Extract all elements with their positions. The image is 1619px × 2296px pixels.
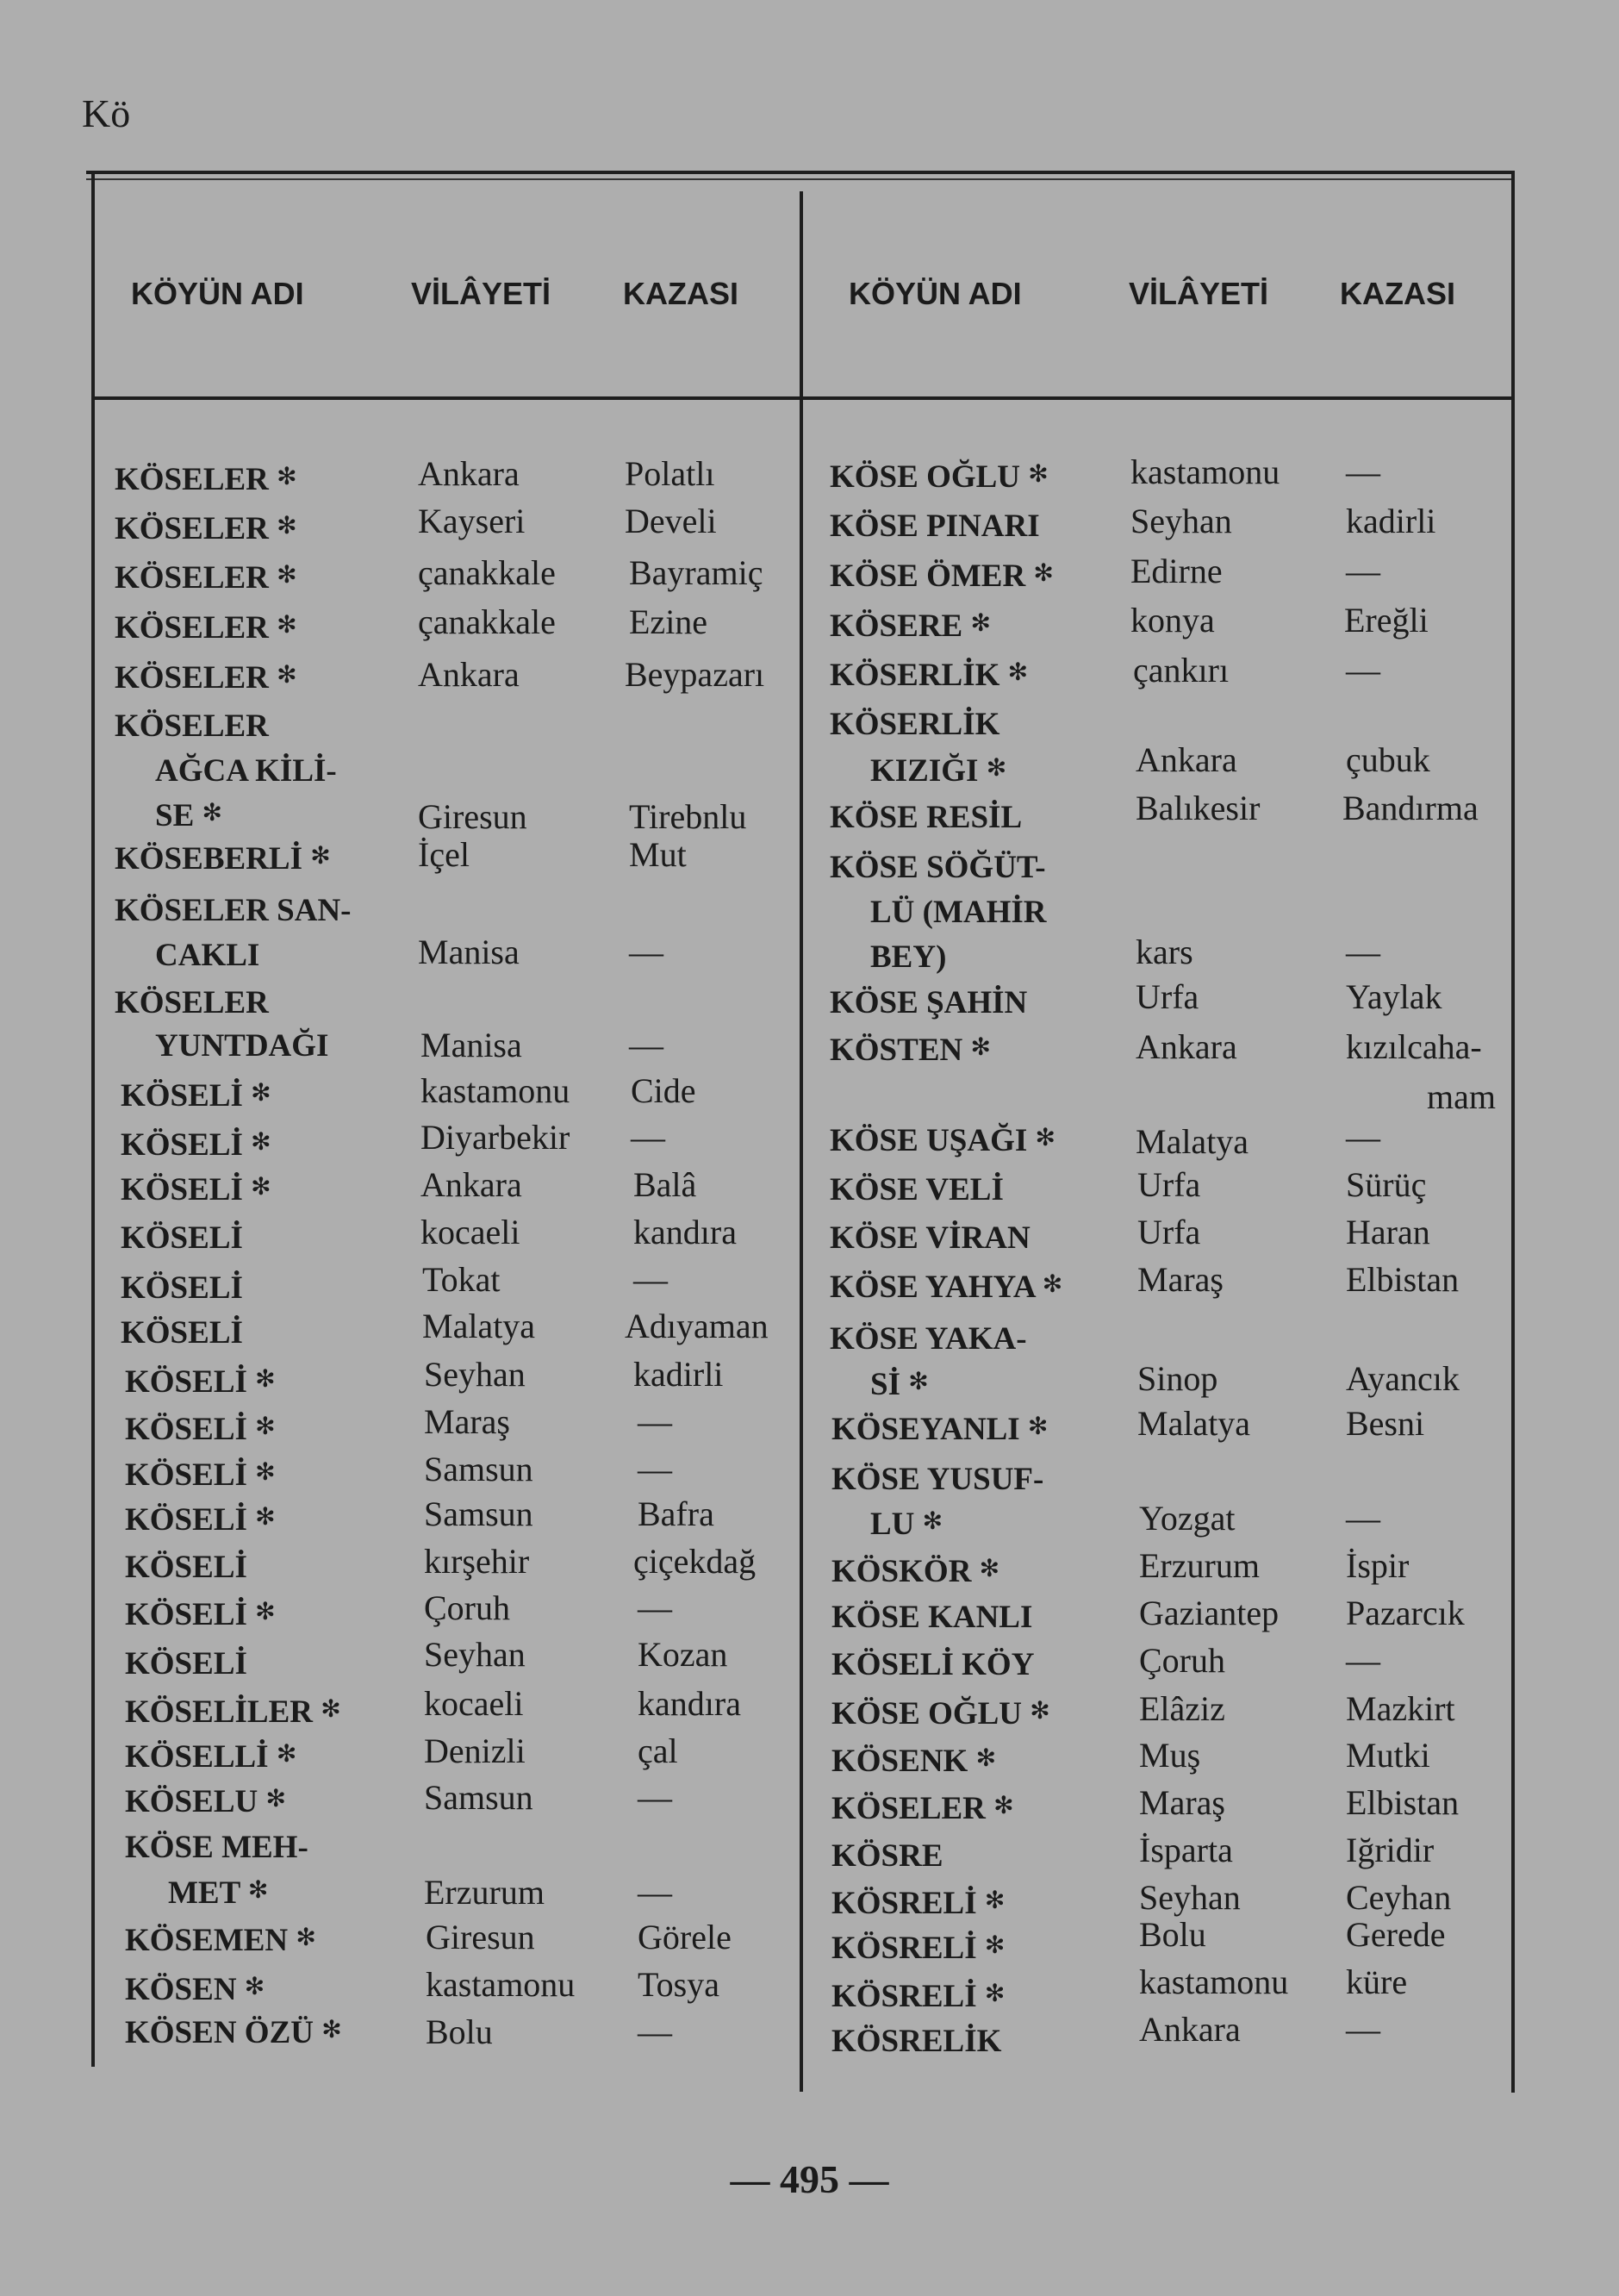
village-name-cell: CAKLI (155, 938, 260, 973)
village-name-cell: KÖSELİ ✻ (125, 1457, 276, 1493)
location-cell: — (1346, 933, 1380, 971)
village-name-cell: KÖSELER ✻ (115, 610, 297, 646)
header-village-left: KÖYÜN ADI (131, 276, 304, 311)
village-name-cell: MET ✻ (168, 1875, 269, 1911)
location-cell: Yaylak (1346, 977, 1442, 1016)
location-cell: — (638, 1588, 672, 1627)
column-divider (800, 191, 803, 2092)
location-cell: Kozan (638, 1635, 728, 1674)
village-name-cell: KÖSKÖR ✻ (831, 1554, 1000, 1589)
location-cell: Denizli (424, 1731, 526, 1770)
location-cell: Bafra (638, 1494, 714, 1533)
village-name-cell: KÖSRELİ ✻ (831, 1886, 1006, 1921)
location-cell: Haran (1346, 1213, 1430, 1251)
village-name-cell: KÖSE ŞAHİN (830, 985, 1028, 1020)
location-cell: Maraş (1137, 1260, 1224, 1299)
location-cell: İspir (1346, 1546, 1410, 1585)
location-cell: Çoruh (1139, 1641, 1225, 1680)
village-name-cell: KÖSEMEN ✻ (125, 1923, 316, 1958)
location-cell: — (638, 2012, 672, 2051)
village-name-cell: KÖSELİ ✻ (125, 1364, 276, 1400)
location-cell: Edirne (1130, 552, 1223, 590)
village-name-cell: KÖSELER (115, 985, 269, 1020)
location-cell: kars (1136, 933, 1193, 971)
location-cell: — (1346, 1641, 1380, 1680)
location-cell: Seyhan (424, 1355, 526, 1394)
village-name-cell: KÖSELİ (121, 1270, 243, 1306)
village-name-cell: KÖSRELİ ✻ (831, 1931, 1006, 1966)
location-cell: Tosya (638, 1965, 719, 2004)
location-cell: — (629, 933, 663, 971)
location-cell: Mazkirt (1346, 1689, 1455, 1728)
location-cell: — (638, 1873, 672, 1912)
village-name-cell: KÖSELER ✻ (115, 660, 297, 696)
village-name-cell: KÖSE YAKA- (830, 1321, 1027, 1357)
village-name-cell: LÜ (MAHİR (870, 895, 1047, 930)
location-cell: — (638, 1450, 672, 1488)
location-cell: Muş (1139, 1736, 1201, 1775)
location-cell: Sinop (1137, 1359, 1218, 1398)
location-cell: kadirli (633, 1355, 724, 1394)
village-name-cell: KÖSRELİK (831, 2024, 1002, 2059)
village-name-cell: KÖSELİ (125, 1646, 247, 1681)
location-cell: kırşehir (424, 1542, 530, 1581)
location-cell: Ezine (629, 602, 708, 641)
location-cell: çiçekdağ (633, 1542, 757, 1581)
village-name-cell: KÖSELU ✻ (125, 1784, 286, 1819)
location-cell: Balâ (633, 1165, 697, 1204)
location-cell: — (638, 1402, 672, 1441)
location-cell: Mutki (1346, 1736, 1430, 1775)
village-name-cell: KÖSELER ✻ (115, 560, 297, 596)
village-name-cell: KÖSE MEH- (125, 1830, 308, 1865)
table-right-border (1511, 171, 1515, 2093)
location-cell: çankırı (1133, 651, 1230, 689)
location-cell: Gerede (1346, 1915, 1446, 1954)
location-cell: kocaeli (420, 1213, 520, 1251)
location-cell: Seyhan (1139, 1878, 1241, 1917)
village-name-cell: KÖSE PINARI (830, 508, 1040, 544)
village-name-cell: KÖSE UŞAĞI ✻ (830, 1123, 1055, 1158)
village-name-cell: KÖSE VELİ (830, 1172, 1004, 1207)
location-cell: — (1346, 651, 1380, 689)
location-cell: — (633, 1260, 668, 1299)
village-name-cell: KÖSRE (831, 1838, 943, 1874)
village-name-cell: KIZIĞI ✻ (870, 753, 1007, 789)
location-cell: Urfa (1136, 977, 1199, 1016)
location-cell: Diyarbekir (420, 1118, 570, 1157)
location-cell: İsparta (1139, 1831, 1233, 1869)
village-name-cell: KÖSE OĞLU ✻ (831, 1696, 1050, 1731)
village-name-cell: AĞCA KİLİ- (155, 753, 337, 789)
table-left-border (91, 171, 95, 2067)
location-cell: Balıkesir (1136, 789, 1261, 827)
village-name-cell: KÖSELER ✻ (115, 462, 297, 497)
header-village-right: KÖYÜN ADI (849, 276, 1022, 311)
village-name-cell: KÖSELİ (121, 1315, 243, 1351)
location-cell: Seyhan (1130, 502, 1232, 540)
village-name-cell: KÖSELİ ✻ (125, 1597, 276, 1632)
location-cell: Kayseri (418, 502, 526, 540)
location-cell: çanakkale (418, 553, 556, 592)
location-cell: Maraş (1139, 1783, 1225, 1822)
village-name-cell: KÖSELİ ✻ (125, 1502, 276, 1538)
page-tag: Kö (82, 91, 131, 135)
location-cell: Ankara (418, 454, 520, 493)
location-cell: Elbistan (1346, 1260, 1460, 1299)
location-cell: Ankara (1136, 740, 1237, 779)
location-cell: Malatya (422, 1307, 536, 1345)
village-name-cell: KÖSELİ KÖY (831, 1647, 1035, 1682)
location-cell: Çoruh (424, 1588, 510, 1627)
location-cell: Tokat (422, 1260, 501, 1299)
location-cell: Elâziz (1139, 1689, 1225, 1728)
location-cell: Bolu (426, 2012, 493, 2051)
village-name-cell: KÖSERE ✻ (830, 608, 991, 644)
location-cell: kastamonu (1139, 1962, 1289, 2001)
location-cell: Bolu (1139, 1915, 1206, 1954)
header-district-right: KAZASI (1340, 276, 1455, 311)
village-name-cell: KÖSELİ ✻ (121, 1127, 271, 1163)
location-cell: Ayancık (1346, 1359, 1460, 1398)
village-name-cell: KÖSEN ÖZÜ ✻ (125, 2015, 342, 2050)
location-cell: Tirebnlu (629, 797, 747, 836)
location-cell: Manisa (418, 933, 520, 971)
location-cell: Cide (631, 1071, 696, 1110)
location-cell: Beypazarı (625, 655, 765, 694)
location-cell: — (638, 1778, 672, 1817)
location-cell: Maraş (424, 1402, 510, 1441)
location-cell: Samsun (424, 1450, 533, 1488)
header-province-right: VİLÂYETİ (1129, 276, 1269, 311)
village-name-cell: KÖSE SÖĞÜT- (830, 850, 1046, 885)
village-name-cell: KÖSELER ✻ (115, 511, 297, 546)
location-cell: Urfa (1137, 1165, 1201, 1204)
village-name-cell: KÖSELİ (125, 1550, 247, 1585)
village-name-cell: KÖSERLİK ✻ (830, 658, 1029, 693)
village-name-cell: KÖSELİ ✻ (125, 1412, 276, 1447)
village-name-cell: SE ✻ (155, 798, 222, 833)
location-cell: küre (1346, 1962, 1408, 2001)
location-cell: Ankara (420, 1165, 522, 1204)
location-cell: Malatya (1137, 1404, 1251, 1443)
location-cell: Polatlı (625, 454, 715, 493)
location-cell: Ankara (1136, 1027, 1237, 1066)
location-cell: çanakkale (418, 602, 556, 641)
location-cell: — (1346, 1499, 1380, 1538)
location-cell: — (631, 1118, 665, 1157)
village-name-cell: KÖSELER SAN- (115, 893, 352, 928)
location-cell: Ankara (1139, 2010, 1241, 2049)
location-cell: Develi (625, 502, 717, 540)
location-cell: Ceyhan (1346, 1878, 1452, 1917)
village-name-cell: KÖSERLİK (830, 707, 1000, 742)
village-name-cell: KÖSELİ (121, 1220, 243, 1256)
location-cell: Samsun (424, 1778, 533, 1817)
location-cell: Bayramiç (629, 553, 763, 592)
village-name-cell: KÖSE YAHYA ✻ (830, 1270, 1063, 1305)
village-name-cell: KÖSE YUSUF- (831, 1462, 1044, 1497)
village-name-cell: KÖSEYANLI ✻ (831, 1412, 1049, 1447)
village-name-cell: KÖSELİLER ✻ (125, 1694, 341, 1730)
village-name-cell: YUNTDAĞI (155, 1028, 329, 1064)
location-cell: kızılcaha- (1346, 1027, 1482, 1066)
location-cell: Iğridir (1346, 1831, 1435, 1869)
village-name-cell: LU ✻ (870, 1507, 943, 1542)
village-name-cell: KÖSTEN ✻ (830, 1033, 991, 1068)
location-cell: kocaeli (424, 1684, 524, 1723)
village-name-cell: KÖSE KANLI (831, 1600, 1033, 1635)
village-name-cell: KÖSELER ✻ (831, 1791, 1014, 1826)
location-cell: Manisa (420, 1026, 522, 1064)
location-cell: — (1346, 552, 1380, 590)
village-name-cell: KÖSE ÖMER ✻ (830, 558, 1054, 594)
location-cell: kastamonu (1130, 452, 1280, 491)
location-cell: çal (638, 1731, 678, 1770)
location-cell: Besni (1346, 1404, 1425, 1443)
village-name-cell: KÖSELLİ ✻ (125, 1739, 297, 1775)
header-rule (93, 396, 1515, 400)
village-name-cell: KÖSE VİRAN (830, 1220, 1031, 1256)
village-name-cell: BEY) (870, 939, 947, 975)
location-cell: Malatya (1136, 1122, 1249, 1161)
location-cell: kadirli (1346, 502, 1436, 540)
village-name-cell: Sİ ✻ (870, 1367, 929, 1402)
location-cell: Giresun (426, 1918, 535, 1956)
location-cell: Elbistan (1346, 1783, 1460, 1822)
location-cell: Adıyaman (625, 1307, 769, 1345)
location-cell: konya (1130, 601, 1215, 640)
location-cell: Mut (629, 835, 687, 874)
page-number: — 495 — (730, 2157, 889, 2201)
location-cell: kastamonu (420, 1071, 570, 1110)
location-cell: kastamonu (426, 1965, 576, 2004)
table-top-border (86, 171, 1515, 174)
village-name-cell: KÖSRELİ ✻ (831, 1979, 1006, 2014)
location-cell: kandıra (633, 1213, 737, 1251)
village-name-cell: KÖSE OĞLU ✻ (830, 459, 1049, 495)
village-name-cell: KÖSE RESİL (830, 800, 1023, 835)
location-cell: — (1346, 1118, 1380, 1157)
village-name-cell: KÖSEN ✻ (125, 1972, 265, 2007)
location-cell: Sürüç (1346, 1165, 1427, 1204)
location-cell: Bandırma (1342, 789, 1479, 827)
location-cell: çubuk (1346, 740, 1430, 779)
location-cell: Gaziantep (1139, 1594, 1280, 1632)
location-cell: — (1346, 2010, 1380, 2049)
village-name-cell: KÖSELER (115, 708, 269, 744)
location-cell: İçel (418, 835, 470, 874)
location-cell: Erzurum (424, 1873, 545, 1912)
location-cell: — (1346, 452, 1380, 491)
village-name-cell: KÖSELİ ✻ (121, 1172, 271, 1207)
location-cell: Erzurum (1139, 1546, 1260, 1585)
header-district-left: KAZASI (623, 276, 738, 311)
header-province-left: VİLÂYETİ (411, 276, 551, 311)
village-name-cell: KÖSEBERLİ ✻ (115, 841, 331, 877)
village-name-cell: KÖSENK ✻ (831, 1744, 997, 1779)
location-cell: Ankara (418, 655, 520, 694)
location-cell: Yozgat (1139, 1499, 1236, 1538)
location-cell: Samsun (424, 1494, 533, 1533)
location-cell: Seyhan (424, 1635, 526, 1674)
village-name-cell: KÖSELİ ✻ (121, 1078, 271, 1114)
location-cell: kandıra (638, 1684, 741, 1723)
location-cell: Urfa (1137, 1213, 1201, 1251)
location-cell: Görele (638, 1918, 732, 1956)
location-cell: Pazarcık (1346, 1594, 1465, 1632)
location-cell: — (629, 1026, 663, 1064)
location-cell: Giresun (418, 797, 527, 836)
table-top-border-inner (86, 178, 1515, 180)
location-cell: mam (1427, 1077, 1496, 1116)
location-cell: Ereğli (1344, 601, 1429, 640)
